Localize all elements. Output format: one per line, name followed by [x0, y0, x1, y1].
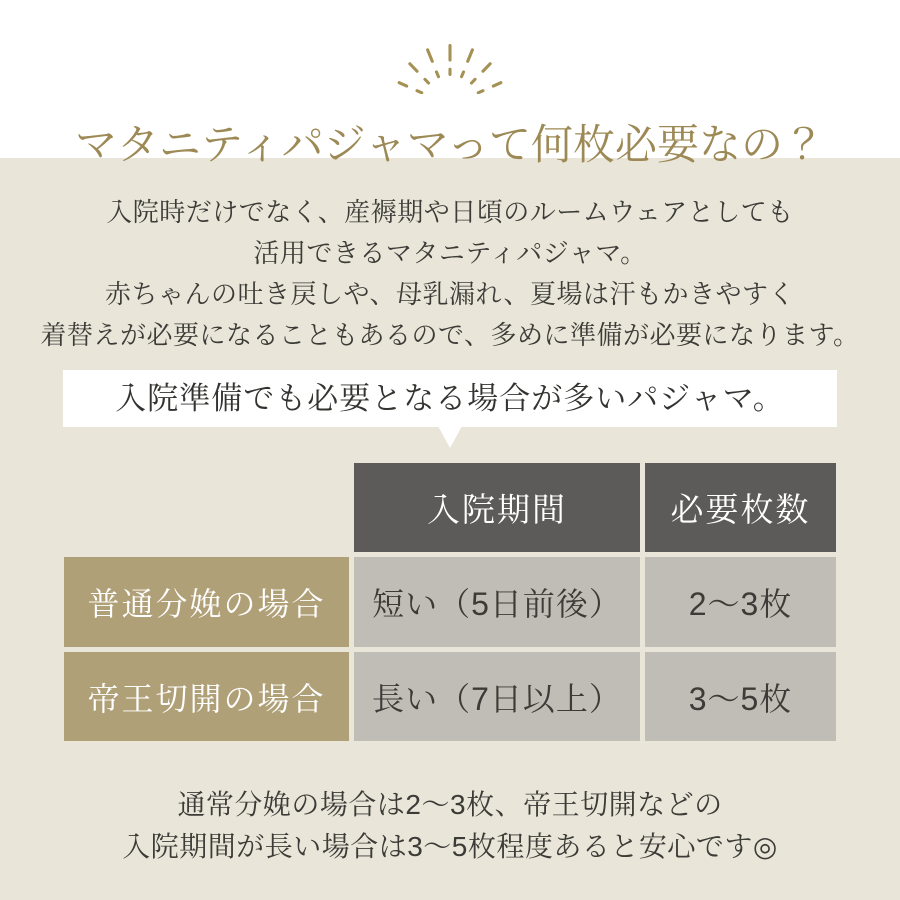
cell-period-normal-delivery: 短い（5日前後） — [354, 557, 640, 647]
row-label-normal-delivery: 普通分娩の場合 — [64, 557, 349, 647]
intro-line: 着替えが必要になることもあるので、多めに準備が必要になります。 — [40, 320, 860, 350]
page-title: マタニティパジャマって何枚必要なの？ — [74, 123, 826, 170]
row-label-cesarean: 帝王切開の場合 — [64, 652, 349, 741]
note-line: 入院期間が長い場合は3〜5枚程度あると安心です◎ — [122, 831, 778, 862]
bottom-note — [0, 784, 900, 868]
cell-count-cesarean: 3〜5枚 — [645, 652, 836, 741]
intro-line: 入院時だけでなく、産褥期や日頃のルームウェアとしても — [106, 197, 794, 227]
intro-line: 活用できるマタニティパジャマ。 — [253, 238, 647, 268]
intro-paragraph — [0, 192, 900, 356]
pajama-comparison-table — [64, 463, 837, 741]
note-line: 通常分娩の場合は2〜3枚、帝王切開などの — [177, 789, 723, 820]
cell-count-normal-delivery: 2〜3枚 — [645, 557, 836, 647]
hero-section — [0, 0, 900, 170]
table-header-count: 必要枚数 — [645, 463, 836, 552]
cell-period-cesarean: 長い（7日以上） — [354, 652, 640, 741]
callout-banner — [63, 370, 837, 427]
callout-banner-text: 入院準備でも必要となる場合が多いパジャマ。 — [115, 381, 785, 416]
sunburst-rays-icon — [385, 28, 515, 94]
speech-tail-icon — [438, 426, 462, 448]
table-header-period: 入院期間 — [354, 463, 640, 552]
intro-line: 赤ちゃんの吐き戻しや、母乳漏れ、夏場は汗もかきやすく — [104, 279, 796, 309]
table-corner-empty — [64, 463, 349, 552]
